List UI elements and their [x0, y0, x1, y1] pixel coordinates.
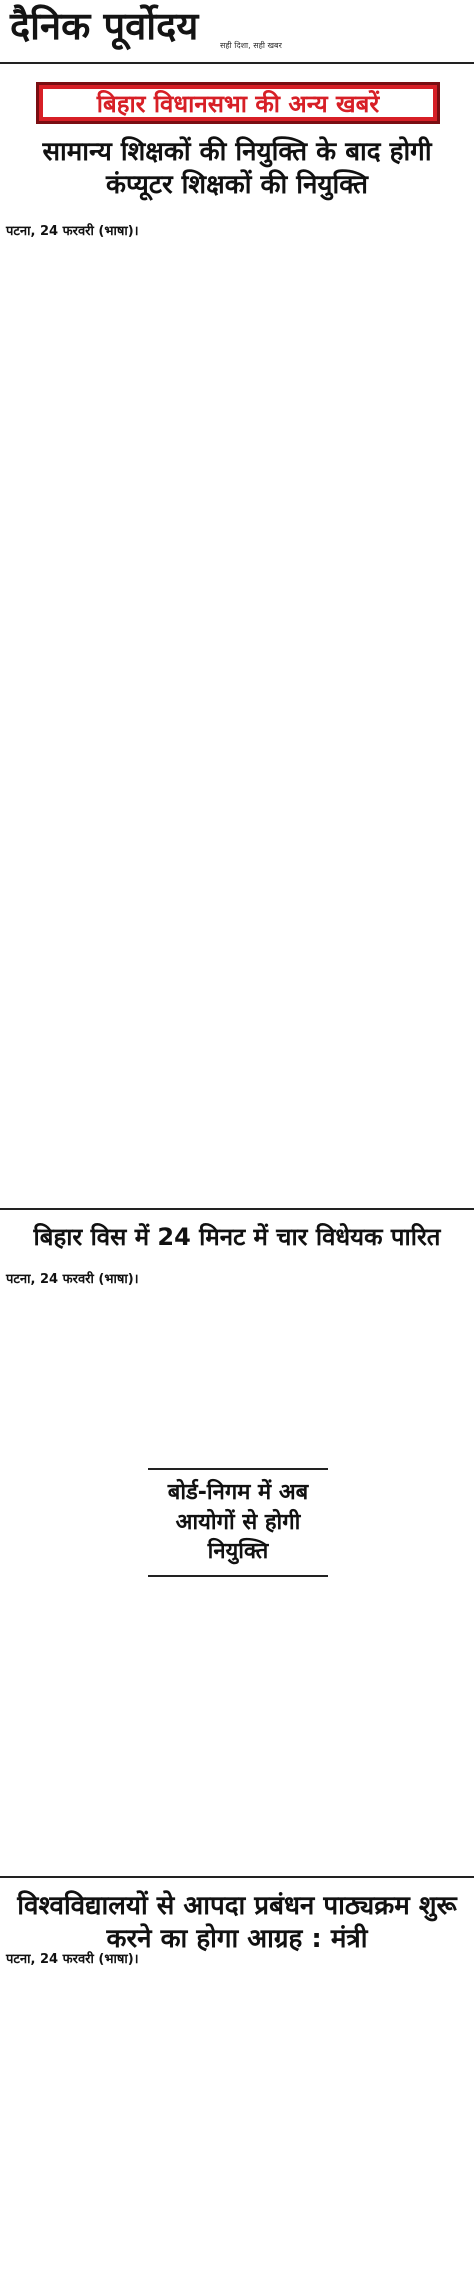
- pull-quote-text: बोर्ड-निगम में अब आयोगों से होगी नियुक्ति: [167, 1480, 309, 1565]
- masthead: [10, 2, 290, 58]
- article-2-dateline: पटना, 24 फरवरी (भाषा)।: [6, 1272, 139, 1287]
- article-2-headline: बिहार विस में 24 मिनट में चार विधेयक पारित: [33, 1223, 441, 1251]
- article-1-body: [6, 222, 468, 242]
- masthead-tagline: सही दिशा, सही खबर: [220, 41, 282, 50]
- article-1-headline: सामान्य शिक्षकों की नियुक्ति के बाद होगी कंप्यूटर शिक्षकों की नियुक्ति: [42, 137, 432, 200]
- article-2-body: [6, 1270, 468, 1290]
- article-3-dateline: पटना, 24 फरवरी (भाषा)।: [6, 1952, 139, 1967]
- article-divider-1: [0, 1208, 474, 1210]
- masthead-name: दैनिक पूर्वोदय: [10, 3, 199, 48]
- section-title: बिहार विधानसभा की अन्य खबरें: [96, 89, 380, 118]
- article-divider-2: [0, 1876, 474, 1878]
- section-banner-inner: [43, 89, 433, 117]
- article-3-headline: विश्वविद्यालयों से आपदा प्रबंधन पाठ्यक्रम शुरू करने का होगा आग्रह : मंत्री: [17, 1891, 457, 1954]
- article-1-dateline: पटना, 24 फरवरी (भाषा)।: [6, 224, 139, 239]
- article-3-body: [6, 1950, 468, 1970]
- section-banner: [36, 82, 440, 124]
- pull-quote: [148, 1468, 328, 1577]
- masthead-rule: [0, 62, 474, 64]
